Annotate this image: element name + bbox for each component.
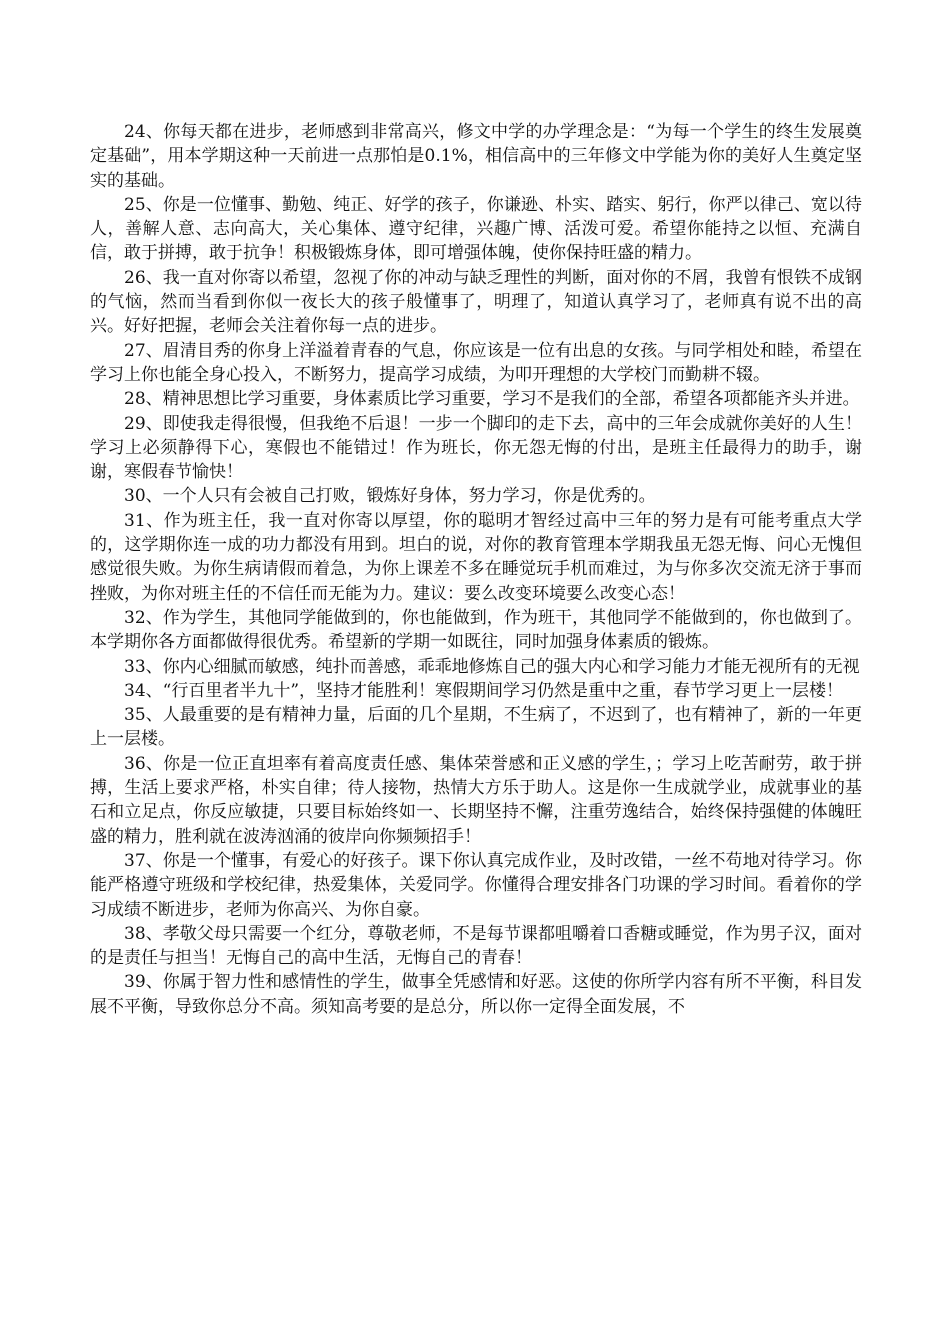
- paragraph-30: 30、一个人只有会被自己打败，锻炼好身体，努力学习，你是优秀的。: [124, 486, 656, 507]
- paragraph-33: 33、你内心细腻而敏感，纯扑而善感，乖乖地修炼自己的强大内心和学习能力才能无视所有的无视: [124, 656, 860, 677]
- paragraph-38: 38、孝敬父母只需要一个红分，尊敬老师，不是每节课都咀嚼着口香糖或睡觉，作为男子汉，面对的是责任与担当！无悔自己的高中生活，无悔自己的青春！: [90, 923, 862, 969]
- paragraph-36: 36、你是一位正直坦率有着高度责任感、集体荣誉感和正义感的学生，；学习上吃苦耐劳，敢于拼搏，生活上要求严格，朴实自律；待人接物，热情大方乐于助人。这是你一生成就学业，成就事业的基石和立足点，你反应敏捷，只要目标始终如一、长期坚持不懈，注重劳逸结合，始终保持强健的体魄旺盛的精力，胜利就在波涛汹涌的彼岸向你频频招手！: [90, 753, 862, 847]
- paragraph-27: 27、眉清目秀的你身上洋溢着青春的气息，你应该是一位有出息的女孩。与同学相处和睦，希望在学习上你也能全身心投入，不断努力，提高学习成绩，为叩开理想的大学校门而勤耕不辍。: [90, 340, 862, 385]
- paragraph-39: 39、你属于智力性和感情性的学生，做事全凭感情和好恶。这使的你所学内容有所不平衡，科目发展不平衡，导致你总分不高。须知高考要的是总分，所以你一定得全面发展，不: [90, 972, 862, 1017]
- paragraph-37: 37、你是一个懂事，有爱心的好孩子。课下你认真完成作业，及时改错，一丝不苟地对待学习。你能严格遵守班级和学校纪律，热爱集体，关爱同学。你懂得合理安排各门功课的学习时间。看着你的学习成绩不断进步，老师为你高兴、为你自豪。: [90, 850, 862, 920]
- paragraph-26: 26、我一直对你寄以希望，忽视了你的冲动与缺乏理性的判断，面对你的不屑，我曾有恨铁不成钢的气恼，然而当看到你似一夜长大的孩子般懂事了，明理了，知道认真学习了，老师真有说不出的高兴。好好把握，老师会关注着你每一点的进步。: [90, 267, 862, 337]
- paragraph-25: 25、你是一位懂事、勤勉、纯正、好学的孩子，你谦逊、朴实、踏实、躬行，你严以律己、宽以待人，善解人意、志向高大，关心集体、遵守纪律，兴趣广博、活泼可爱。希望你能持之以恒、充满自信，敢于拼搏，敢于抗争！积极锻炼身体，即可增强体魄，使你保持旺盛的精力。: [90, 194, 862, 264]
- paragraph-24: 24、你每天都在进步，老师感到非常高兴，修文中学的办学理念是：“为每一个学生的终生发展奠定基础”，用本学期这种一天前进一点那怕是0.1%，相信高中的三年修文中学能为你的美好人生奠定坚实的基础。: [90, 122, 862, 191]
- paragraph-32: 32、作为学生，其他同学能做到的，你也能做到，作为班干，其他同学不能做到的，你也做到了。本学期你各方面都做得很优秀。希望新的学期一如既往，同时加强身体素质的锻炼。: [90, 607, 862, 653]
- paragraph-34: 34、“行百里者半九十”，坚持才能胜利！寒假期间学习仍然是重中之重，春节学习更上一层楼！: [124, 680, 844, 701]
- paragraph-28: 28、精神思想比学习重要，身体素质比学习重要，学习不是我们的全部，希望各项都能齐头并进。: [124, 389, 860, 410]
- paragraph-31: 31、作为班主任，我一直对你寄以厚望，你的聪明才智经过高中三年的努力是有可能考重点大学的，这学期你连一成的功力都没有用到。坦白的说，对你的教育管理本学期我虽无怨无悔、问心无愧但感觉很失败。为你生病请假而着急，为你上课差不多在睡觉玩手机而难过，为与你多次交流无济于事而挫败，为你对班主任的不信任而无能为力。建议：要么改变环境要么改变心态！: [90, 510, 862, 604]
- paragraph-35: 35、人最重要的是有精神力量，后面的几个星期，不生病了，不迟到了，也有精神了，新的一年更上一层楼。: [90, 705, 862, 750]
- document-body: [90, 120, 862, 1019]
- paragraph-29: 29、即使我走得很慢，但我绝不后退！一步一个脚印的走下去，高中的三年会成就你美好的人生！学习上必须静得下心，寒假也不能错过！作为班长，你无怨无悔的付出，是班主任最得力的助手，谢谢，寒假春节愉快！: [90, 413, 862, 483]
